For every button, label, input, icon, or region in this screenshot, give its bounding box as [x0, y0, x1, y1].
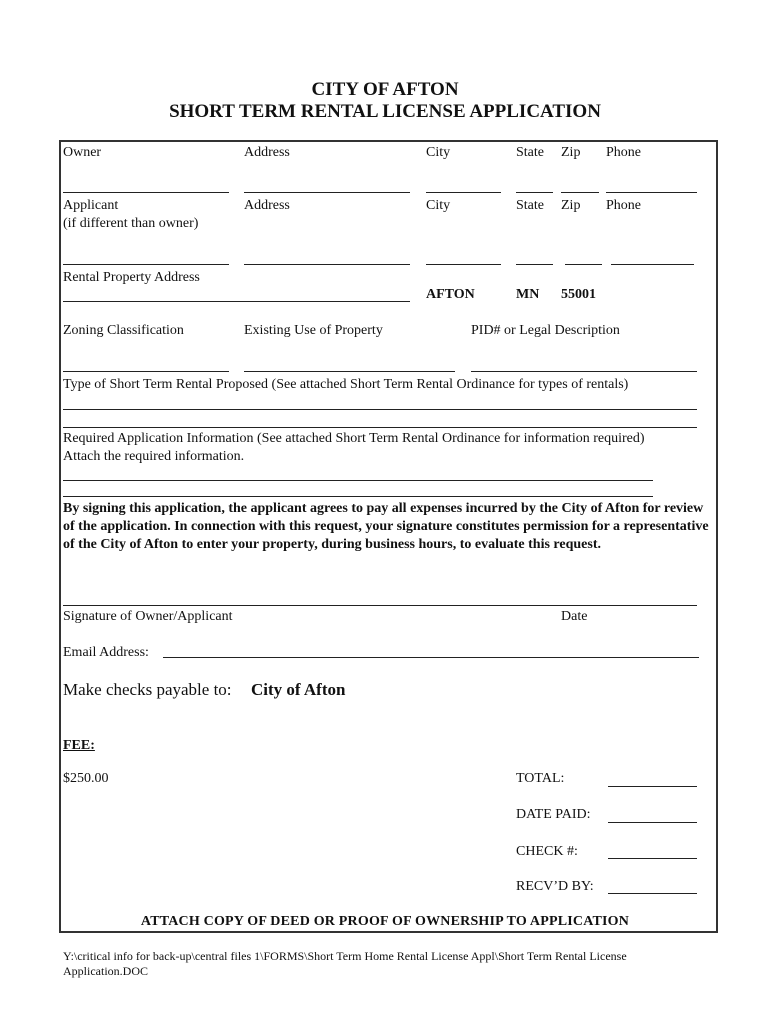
- applicant-zip-field[interactable]: [565, 264, 602, 265]
- owner-name-field[interactable]: [63, 192, 229, 193]
- rental-type-field-2[interactable]: [63, 427, 697, 428]
- rental-property-address-field[interactable]: [63, 301, 410, 302]
- received-by-label: RECV’D BY:: [516, 879, 594, 894]
- zoning-label: Zoning Classification: [63, 323, 184, 338]
- required-info-field-1[interactable]: [63, 480, 653, 481]
- total-label: TOTAL:: [516, 771, 565, 786]
- applicant-phone-field[interactable]: [611, 264, 694, 265]
- owner-city-field[interactable]: [426, 192, 501, 193]
- signature-label: Signature of Owner/Applicant: [63, 609, 233, 624]
- agreement-text: By signing this application, the applicant agrees to pay all expenses incurred by the City of Afton for review of the application. In connection with this request, your signature constitutes permission for a representative of the City of Afton to enter your property, during business hours, to evaluate this request.: [63, 501, 709, 552]
- rental-zip-value: 55001: [561, 287, 596, 302]
- email-field[interactable]: [163, 657, 699, 658]
- fee-label: FEE:: [63, 738, 95, 753]
- applicant-note: (if different than owner): [63, 216, 199, 231]
- payment-label: Make checks payable to:: [63, 680, 232, 699]
- city-title: CITY OF AFTON: [311, 79, 459, 100]
- applicant-label: Applicant: [63, 198, 119, 213]
- rental-type-label: Type of Short Term Rental Proposed (See attached Short Term Rental Ordinance for types of rentals): [63, 377, 629, 392]
- received-by-field[interactable]: [608, 893, 697, 894]
- owner-zip-field[interactable]: [561, 192, 599, 193]
- owner-city-label: City: [426, 145, 451, 160]
- owner-zip-label: Zip: [561, 145, 581, 160]
- attach-deed-note: ATTACH COPY OF DEED OR PROOF OF OWNERSHIP TO APPLICATION: [140, 914, 630, 929]
- applicant-address-label: Address: [244, 198, 290, 213]
- owner-label: Owner: [63, 145, 102, 160]
- file-path-footer: Y:\critical info for back-up\central files 1\FORMS\Short Term Home Rental License Appl\Short Term Rental License Application.DOC: [63, 949, 627, 978]
- required-info-field-2[interactable]: [63, 496, 653, 497]
- rental-city-value: AFTON: [426, 287, 475, 302]
- date-paid-label: DATE PAID:: [516, 807, 591, 822]
- total-field[interactable]: [608, 786, 697, 787]
- existing-use-label: Existing Use of Property: [244, 323, 383, 338]
- check-number-field[interactable]: [608, 858, 697, 859]
- check-number-label: CHECK #:: [516, 844, 578, 859]
- existing-use-field[interactable]: [244, 371, 455, 372]
- applicant-phone-label: Phone: [606, 198, 641, 213]
- owner-address-field[interactable]: [244, 192, 410, 193]
- applicant-state-field[interactable]: [516, 264, 553, 265]
- form-title: SHORT TERM RENTAL LICENSE APPLICATION: [169, 101, 601, 122]
- fee-amount: $250.00: [63, 771, 109, 786]
- owner-phone-label: Phone: [606, 145, 641, 160]
- applicant-zip-label: Zip: [561, 198, 581, 213]
- applicant-address-field[interactable]: [244, 264, 410, 265]
- owner-phone-field[interactable]: [606, 192, 697, 193]
- owner-address-label: Address: [244, 145, 290, 160]
- owner-state-label: State: [516, 145, 544, 160]
- applicant-name-field[interactable]: [63, 264, 229, 265]
- pid-label: PID# or Legal Description: [471, 323, 620, 338]
- date-paid-field[interactable]: [608, 822, 697, 823]
- email-label: Email Address:: [63, 645, 149, 660]
- required-info-line1: Required Application Information (See attached Short Term Rental Ordinance for information required): [63, 431, 645, 446]
- date-label: Date: [561, 609, 588, 624]
- signature-field[interactable]: [63, 605, 697, 606]
- required-info-line2: Attach the required information.: [63, 449, 245, 464]
- rental-state-value: MN: [516, 287, 540, 302]
- zoning-field[interactable]: [63, 371, 229, 372]
- applicant-city-label: City: [426, 198, 451, 213]
- rental-type-field-1[interactable]: [63, 409, 697, 410]
- pid-field[interactable]: [471, 371, 697, 372]
- owner-state-field[interactable]: [516, 192, 553, 193]
- applicant-city-field[interactable]: [426, 264, 501, 265]
- payee-name: City of Afton: [251, 680, 346, 699]
- applicant-state-label: State: [516, 198, 544, 213]
- rental-property-label: Rental Property Address: [63, 270, 200, 285]
